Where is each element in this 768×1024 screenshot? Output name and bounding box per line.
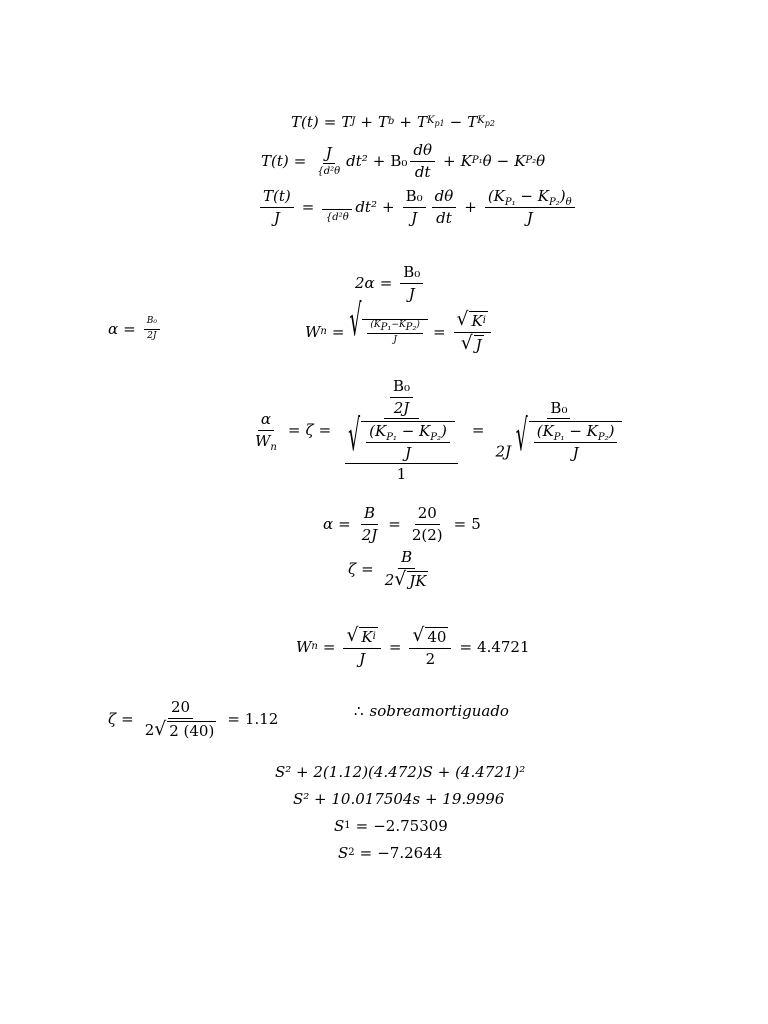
eq7-equals2: = [318, 421, 332, 439]
eq3-lhs-num: T(t) [260, 188, 294, 208]
eq5-lhs: α [108, 320, 119, 339]
eq4-num: B₀ [400, 264, 423, 284]
eq4-lhs: 2α [355, 273, 375, 292]
eq7-rad-close: ) [441, 422, 447, 440]
eq1-term4: T [467, 113, 478, 131]
eq6-rad-close: ) [416, 319, 420, 330]
eq10-equals: = [322, 637, 336, 656]
eq7-rad-frac [366, 423, 450, 461]
sqrt-icon: √ [460, 332, 473, 354]
equation-2alpha [355, 264, 426, 302]
eq10-equals2: = [388, 637, 402, 656]
eq3-frac-blank-num [322, 191, 352, 211]
eq3-dtheta-num: dθ [432, 188, 457, 208]
eq3-k-open: (K [487, 187, 505, 205]
eq1-sub3-p: p1 [434, 118, 445, 128]
eq7-equals3: = [471, 421, 485, 439]
eq8-den: 2J [361, 525, 378, 544]
eq7-right-den [492, 413, 625, 462]
eq6-equals2: = [432, 323, 446, 341]
eq7-rad-minus: − K [396, 422, 431, 440]
equation-wn-definition: W n = √ $\frac{(K_{P_1}-K_{P_2})}{J}$ = √ K i √ J [305, 311, 494, 354]
eq10-frac2 [409, 627, 451, 667]
eq9-den [382, 569, 432, 590]
eq3-k-close: ) [559, 187, 566, 205]
eq7-rad-num [366, 423, 450, 443]
eq6-sqrt [349, 297, 427, 347]
eq8-lhs: α [323, 514, 334, 533]
eq2-theta2: θ [536, 151, 546, 170]
eq1-minus: − [449, 113, 463, 131]
eq2-minus: − [496, 151, 510, 170]
eq12-text: S² + 2(1.12)(4.472)S + (4.4721)² [275, 763, 526, 781]
equation-characteristic [275, 764, 525, 781]
eq1-plus1: + [360, 113, 373, 131]
eq11-lhs: ζ [108, 709, 117, 728]
equation-root2: S 2 = −7.2644 [338, 844, 443, 862]
eq3-k-num [485, 188, 575, 208]
eq1-sub3 [426, 114, 445, 128]
eq1-lhs: T(t) [291, 113, 319, 131]
eq1-sub4-p: p2 [484, 118, 495, 128]
eq8-den2: 2(2) [411, 525, 443, 544]
eq8-equals: = [338, 514, 351, 533]
sqrt-icon: √ [515, 413, 528, 462]
therefore-icon: ∴ [354, 702, 364, 720]
eq2-equals: = [293, 151, 307, 170]
eq7-equals1: = [287, 421, 301, 439]
eq1-equals: = [323, 113, 337, 131]
eq7-big-frac [339, 378, 464, 483]
eq5-num: B₀ [144, 317, 160, 330]
eq7-zeta: ζ [305, 421, 314, 439]
eq15-lhs: S [338, 844, 349, 862]
eq11-frac [142, 699, 220, 739]
eq11-result: 1.12 [244, 709, 279, 728]
eq1-term1: T [341, 113, 352, 131]
eq13-text: S² + 10.017504s + 19.9996 [293, 790, 505, 808]
eq3-b0-den: J [411, 208, 418, 227]
eq6-equals: = [331, 323, 345, 341]
eq7-rad-open: (K [369, 422, 387, 440]
eq10-num1 [343, 627, 380, 649]
eq10-num2 [409, 627, 451, 649]
eq7-sqrt [348, 413, 455, 462]
eq6-sqrt-arg [362, 319, 428, 346]
eq10-sqrt1 [346, 627, 377, 646]
eq7-right-num: B₀ [547, 400, 570, 420]
eq3-k-den: J [526, 208, 533, 227]
eq3-frac-k [485, 188, 575, 226]
eq2-plus1: + [372, 151, 386, 170]
eq7-lhs-den [252, 431, 280, 453]
eq4-frac [400, 264, 423, 302]
eq14-lhs: S [334, 817, 345, 835]
eq2-kp1: K [460, 151, 472, 170]
eq6-k-sqrt [457, 311, 488, 330]
eq2-frac-num: J [323, 145, 335, 165]
eq6-j-sqrt [460, 332, 484, 354]
eq10-sqrt1-arg: K i [361, 628, 376, 647]
equation-zeta-value [108, 699, 278, 739]
eq11-den-2: 2 [144, 720, 155, 739]
eq7-rad-sub2: P₂ [430, 432, 441, 443]
eq5-equals: = [123, 320, 136, 339]
eq7-big-den [339, 413, 464, 483]
eq7-r-rad-den: J [572, 443, 579, 462]
eq6-rad-minus: −K [391, 319, 406, 330]
eq1-term2: T [377, 113, 388, 131]
equation-alpha-value [323, 505, 481, 543]
eq3-lhs-den: J [273, 208, 280, 227]
eq8-frac1 [359, 505, 381, 543]
eq2-kp2: K [514, 151, 526, 170]
eq7-one: 1 [396, 465, 407, 483]
eq8-equals2: = [388, 514, 401, 533]
eq10-k: K [361, 628, 373, 647]
eq6-j: J [475, 335, 482, 354]
eq10-sqrt2 [412, 627, 448, 646]
equation-alpha [108, 317, 163, 342]
eq6-rad-sub2: P₂ [405, 321, 417, 333]
eq3-dtheta-den: dt [436, 208, 452, 227]
eq11-sqrt-arg: 2 (40) [169, 721, 215, 740]
sqrt-icon: √ [412, 625, 425, 646]
eq14-equals: = [355, 817, 369, 835]
eq7-right-rad-frac [534, 423, 618, 461]
eq2-theta1: θ [482, 151, 492, 170]
equation-torque-sum: T(t) = T J + T b + T $K_{p1}$ − T $K_{p2}$ [291, 113, 495, 131]
eq6-rad-sub1: P₁ [380, 321, 392, 333]
eq8-equals3: = [453, 514, 467, 533]
eq8-num: B [361, 505, 378, 525]
eq11-den [142, 719, 220, 740]
note-text: sobreamortiguado [369, 702, 509, 720]
equation-torque-normalized [257, 188, 578, 226]
eq7-2j: 2J [393, 398, 410, 417]
equation-zeta-derivation [249, 378, 628, 483]
eq7-right-rad-num [534, 423, 618, 443]
eq4-den: J [408, 284, 415, 303]
eq9-sqrt-arg: JK [409, 571, 427, 590]
eq7-r-rad-sub1: P₁ [553, 432, 565, 443]
eq7-r-rad-open: (K [536, 422, 554, 440]
eq1-sub3-k: K [426, 114, 435, 126]
eq10-den2: 2 [425, 649, 436, 668]
eq10-equals3: = [459, 637, 473, 656]
eq9-frac [382, 549, 432, 589]
eq2-dtheta-den: dt [414, 162, 431, 181]
eq6-k: K [471, 312, 483, 331]
eq10-result: 4.4721 [477, 637, 530, 656]
eq7-inner-frac [345, 413, 458, 483]
eq7-rad-sub1: P₁ [386, 432, 397, 443]
eq5-den: 2J [147, 330, 157, 341]
eq2-lhs: T(t) [261, 151, 289, 170]
eq7-r-rad-minus: − K [564, 422, 598, 440]
eq1-sub4 [477, 114, 495, 128]
eq15-equals: = [359, 844, 373, 862]
sqrt-icon: √ [349, 297, 362, 347]
eq3-lhs-frac [260, 188, 294, 226]
eq7-sqrt-arg [361, 421, 455, 461]
eq3-k-theta: θ [565, 197, 572, 208]
eq3-dt2: dt² [355, 197, 377, 216]
eq7-lhs-frac [252, 410, 280, 453]
eq9-sqrt [394, 568, 428, 590]
eq3-frac-blank [322, 191, 352, 224]
eq5-frac [144, 317, 160, 342]
sqrt-icon: √ [154, 718, 167, 740]
eq2-plus2: + [443, 151, 456, 170]
eq2-frac-den: {d²θ [317, 166, 341, 178]
eq9-lhs: ζ [348, 559, 357, 578]
eq2-b0: B₀ [390, 151, 408, 170]
eq7-b0: B₀ [390, 378, 413, 398]
eq10-sqrt2-arg: 40 [427, 628, 447, 647]
sqrt-icon: √ [394, 568, 407, 590]
eq14-value: −2.75309 [373, 817, 448, 835]
eq7-rad-den: J [404, 443, 411, 462]
eq3-k-sub1: P₁ [504, 197, 516, 208]
eq3-plus1: + [381, 197, 395, 216]
eq6-lhs: W [305, 323, 321, 341]
eq7-right-sqrt-arg [529, 421, 623, 461]
eq2-dt2: dt² [346, 151, 368, 170]
equation-characteristic-expanded [293, 791, 504, 808]
eq10-frac1 [343, 627, 380, 667]
eq7-lhs-num: α [258, 411, 274, 431]
eq1-sub4-k: K [477, 114, 485, 126]
eq2-frac-j [314, 145, 343, 178]
eq6-frac-k [454, 311, 491, 354]
eq3-equals: = [301, 197, 315, 216]
eq11-equals2: = [227, 709, 240, 728]
eq8-frac2 [409, 505, 446, 543]
eq7-inner-num [345, 413, 458, 464]
eq9-num: B [398, 549, 415, 569]
eq2-frac-dtheta [410, 142, 435, 180]
eq2-dtheta-num: dθ [410, 142, 435, 162]
eq7-big-num [384, 378, 419, 419]
eq1-term3: T [416, 113, 427, 131]
eq3-frac-den: {d²θ [325, 212, 349, 224]
eq3-k-sub2: P₂ [548, 197, 560, 208]
eq6-k-sqrt-arg: K i [471, 312, 486, 331]
eq7-right-sqrt [515, 413, 623, 462]
equation-torque-expanded: T(t) = $\frac{J}{\text{\{d²θ}}$ dt² + B₀ $\frac{d\theta}{dt}$ + K P₁ θ − K P₂ θ [261, 141, 546, 181]
equation-zeta-formula [348, 549, 434, 589]
eq4-equals: = [379, 273, 393, 292]
eq11-num: 20 [168, 699, 193, 719]
eq6-rad-den: J [393, 334, 397, 345]
eq3-frac-b0 [403, 188, 426, 226]
eq6-rad-open: (K [370, 319, 381, 330]
eq8-num2: 20 [415, 505, 440, 525]
eq10-lhs: W [296, 637, 312, 656]
sqrt-icon: √ [456, 309, 469, 330]
eq7-right-frac [492, 400, 625, 462]
eq7-r-rad-close: ) [608, 422, 615, 440]
eq6-k-num [454, 311, 491, 333]
eq8-result: 5 [471, 514, 481, 533]
eq9-den-2: 2 [384, 570, 395, 589]
eq3-plus2: + [464, 197, 477, 216]
note-overdamped [354, 703, 509, 720]
eq7-b0-over-2j [390, 378, 413, 416]
equation-wn-value: W n = √ K i J = √ 40 2 = 4.4721 [296, 625, 530, 668]
eq9-equals: = [361, 559, 374, 578]
eq3-k-minus: − K [515, 187, 549, 205]
eq10-den1: J [359, 649, 366, 668]
sqrt-icon: √ [346, 625, 359, 646]
eq7-r-rad-sub2: P₂ [597, 432, 609, 443]
eq11-equals: = [121, 709, 134, 728]
eq6-rad-num [367, 321, 423, 334]
eq1-plus2: + [399, 113, 412, 131]
eq15-value: −7.2644 [377, 844, 443, 862]
sqrt-icon: √ [348, 413, 361, 462]
eq7-wn: W [255, 431, 271, 450]
eq11-sqrt [154, 718, 216, 740]
equation-root1: S 1 = −2.75309 [334, 817, 448, 835]
eq6-k-den [458, 333, 487, 354]
eq7-wn-sub: n [270, 441, 277, 453]
eq3-frac-dtheta [432, 188, 457, 226]
eq7-right-2j: 2J [495, 442, 511, 461]
eq3-b0-num: B₀ [403, 188, 426, 208]
eq6-rad-frac [367, 321, 423, 346]
